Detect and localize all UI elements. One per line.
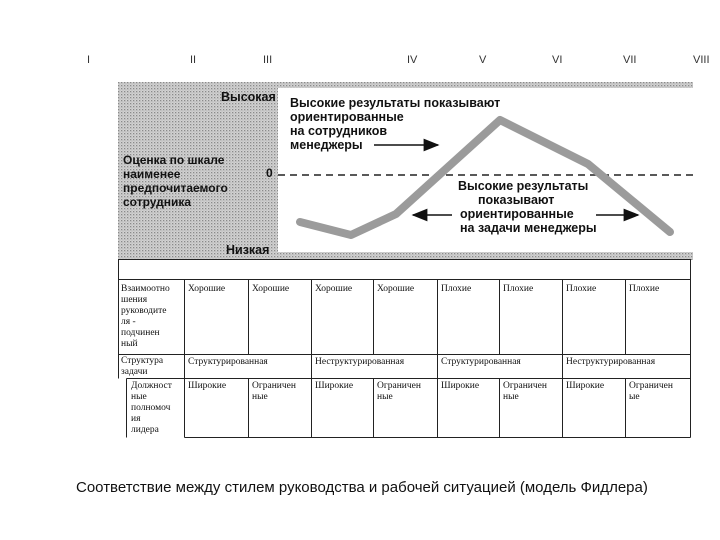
row-label-relations-2: шения [121,295,148,305]
structure-cell-3: Структурированная [441,357,521,367]
note-people-line-2: ориентированные [290,110,404,124]
power-cell-5: Широкие [441,381,480,391]
octant-label-6: VI [552,54,563,66]
note-people-line-4: менеджеры [290,138,363,152]
row-label-power-4: ия [131,414,141,424]
structure-cell-2: Неструктурированная [315,357,405,367]
power-cell-8-line-1: Ограничен [629,381,673,391]
row-label-relations-5: подчинен [121,328,160,338]
row-label-power-2: ные [131,392,147,402]
row-label-structure-1: Структура [121,356,164,366]
octant-label-3: III [263,54,273,66]
row-label-power-3: полномоч [131,403,171,413]
relations-cell-4: Хорошие [377,284,415,294]
scale-label-line-3: предпочитаемого [123,181,228,195]
label-zero: 0 [266,166,273,180]
row-label-power-1: Должност [131,381,172,391]
note-people-line-1: Высокие результаты показывают [290,96,501,110]
relations-cell-6: Плохие [503,284,534,294]
relations-cell-3: Хорошие [315,284,353,294]
note-people-line-3: на сотрудников [290,124,388,138]
power-cell-7: Широкие [566,381,605,391]
power-cell-6-line-1: Ограничен [503,381,547,391]
relations-cell-8: Плохие [629,284,660,294]
power-cell-4-line-2: ные [377,392,393,402]
row-label-relations-4: ля - [121,317,136,327]
power-cell-3: Широкие [315,381,354,391]
note-task-line-1: Высокие результаты [458,179,589,193]
octant-label-5: V [479,54,487,66]
note-task-line-3: ориентированные [460,207,574,221]
fiedler-chart [118,82,693,260]
row-label-relations-3: руководите [121,306,167,316]
power-cell-4-line-1: Ограничен [377,381,421,391]
note-task-line-4: на задачи менеджеры [460,221,597,235]
scale-label-line-1: Оценка по шкале [123,153,225,167]
relations-cell-7: Плохие [566,284,597,294]
octant-label-2: II [190,54,197,66]
note-task-line-2: показывают [478,193,555,207]
power-cell-2-line-2: ные [252,392,268,402]
label-low: Низкая [226,243,270,257]
row-label-relations-6: ный [121,339,138,349]
power-cell-1: Широкие [188,381,227,391]
octant-label-7: VII [623,54,637,66]
row-label-relations-1: Взаимоотно [121,284,170,294]
structure-cell-4: Неструктурированная [566,357,656,367]
octant-label-8: VIII [693,54,710,66]
relations-cell-1: Хорошие [188,284,226,294]
row-label-power-5: лидера [131,425,159,435]
octant-label-1: I [87,54,91,66]
scale-label-line-4: сотрудника [123,195,192,209]
label-high: Высокая [221,90,276,104]
row-label-structure-2: задачи [121,367,148,377]
table-top-band [119,260,691,280]
power-cell-6-line-2: ные [503,392,519,402]
scale-label-line-2: наименее [123,167,181,181]
figure-caption: Соответствие между стилем руководства и рабочей ситуацией (модель Фидлера) [76,479,648,496]
power-cell-8-line-2: ые [629,392,640,402]
relations-cell-5: Плохие [441,284,472,294]
relations-cell-2: Хорошие [252,284,290,294]
structure-cell-1: Структурированная [188,357,268,367]
octant-label-4: IV [407,54,418,66]
power-cell-2-line-1: Ограничен [252,381,296,391]
